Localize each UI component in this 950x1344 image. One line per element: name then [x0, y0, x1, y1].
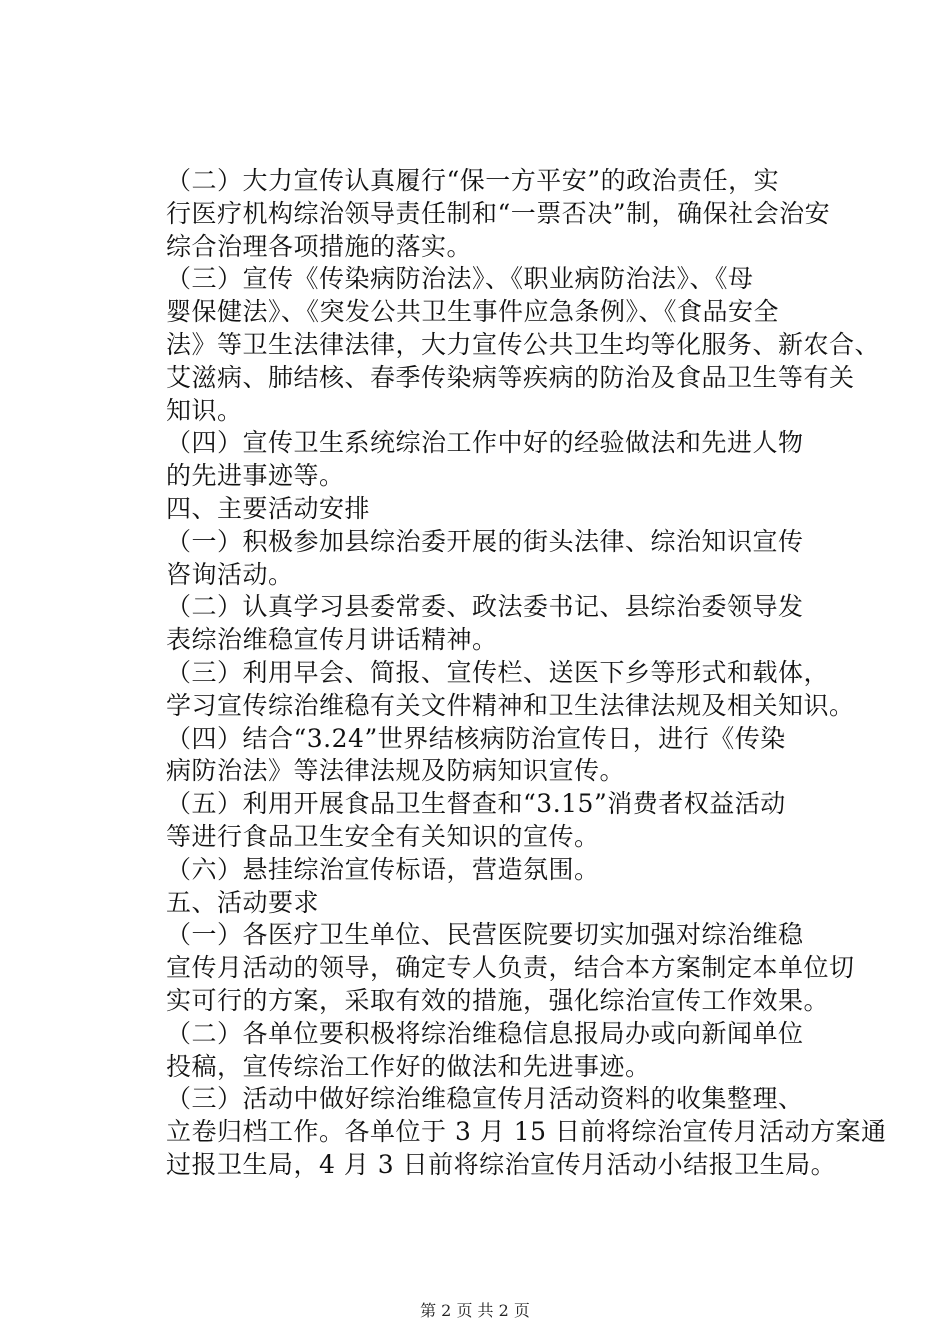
paragraph-line: （二）大力宣传认真履行“保一方平安”的政治责任，实 — [166, 166, 780, 195]
paragraph-line: （六）悬挂综治宣传标语，营造氛围。 — [166, 854, 600, 884]
paragraph — [114, 526, 850, 592]
paragraph — [114, 263, 881, 427]
paragraph-line: 咨询活动。 — [166, 559, 294, 589]
paragraph-line: 立卷归档工作。各单位于 3 月 15 日前将综治宣传月活动方案通 — [166, 1117, 887, 1147]
paragraph-line: （三）利用早会、简报、宣传栏、送医下乡等形式和载体， — [166, 657, 830, 687]
paragraph-line: 的先进事迹等。 — [166, 461, 345, 491]
document-body — [114, 165, 887, 1182]
paragraph — [114, 165, 850, 263]
paragraph — [114, 723, 850, 789]
paragraph-line: 等进行食品卫生安全有关知识的宣传。 — [166, 821, 600, 851]
paragraph-line: 投稿，宣传综治工作好的做法和先进事迹。 — [166, 1051, 651, 1081]
paragraph — [114, 493, 850, 526]
paragraph — [114, 788, 850, 854]
paragraph — [114, 919, 855, 1017]
paragraph-line: 表综治维稳宣传月讲话精神。 — [166, 625, 498, 655]
paragraph — [114, 854, 850, 887]
paragraph-line: （五）利用开展食品卫生督查和“3.15”消费者权益活动 — [166, 789, 786, 819]
paragraph-line: 婴保健法》、《突发公共卫生事件应急条例》、《食品安全 — [166, 297, 780, 327]
paragraph-line: 法》等卫生法律法律，大力宣传公共卫生均等化服务、新农合、 — [166, 329, 881, 359]
paragraph — [114, 1083, 887, 1181]
paragraph — [114, 1018, 850, 1084]
paragraph-line: 综合治理各项措施的落实。 — [166, 231, 473, 261]
paragraph — [114, 427, 850, 493]
paragraph-line: 艾滋病、肺结核、春季传染病等疾病的防治及食品卫生等有关 — [166, 362, 855, 392]
paragraph — [114, 657, 855, 723]
paragraph-line: （一）各医疗卫生单位、民营医院要切实加强对综治维稳 — [166, 920, 804, 950]
paragraph-line: 病防治法》等法律法规及防病知识宣传。 — [166, 756, 626, 786]
paragraph-line: 学习宣传综治维稳有关文件精神和卫生法律法规及相关知识。 — [166, 690, 855, 720]
paragraph-line: （二）认真学习县委常委、政法委书记、县综治委领导发 — [166, 592, 804, 622]
paragraph-line: 知识。 — [166, 395, 243, 425]
paragraph-line: 过报卫生局，4 月 3 日前将综治宣传月活动小结报卫生局。 — [166, 1149, 837, 1179]
paragraph-line: （四）结合“3.24”世界结核病防治宣传日，进行《传染 — [166, 723, 786, 753]
paragraph-line: （四）宣传卫生系统综治工作中好的经验做法和先进人物 — [166, 428, 804, 458]
page-footer: 第 2 页 共 2 页 — [420, 1301, 530, 1320]
paragraph-line: （三）宣传《传染病防治法》、《职业病防治法》、《母 — [166, 264, 754, 294]
paragraph-line: 五、活动要求 — [166, 887, 320, 917]
paragraph-line: （二）各单位要积极将综治维稳信息报局办或向新闻单位 — [166, 1018, 804, 1048]
paragraph-line: 宣传月活动的领导，确定专人负责，结合本方案制定本单位切 — [166, 953, 855, 983]
paragraph-line: 行医疗机构综治领导责任制和“一票否决”制，确保社会治安 — [166, 198, 831, 228]
paragraph — [114, 591, 850, 657]
paragraph-line: （一）积极参加县综治委开展的街头法律、综治知识宣传 — [166, 526, 804, 556]
paragraph — [114, 887, 850, 920]
paragraph-line: （三）活动中做好综治维稳宣传月活动资料的收集整理、 — [166, 1084, 804, 1114]
paragraph-line: 实可行的方案，采取有效的措施，强化综治宣传工作效果。 — [166, 985, 830, 1015]
paragraph-line: 四、主要活动安排 — [166, 493, 371, 523]
